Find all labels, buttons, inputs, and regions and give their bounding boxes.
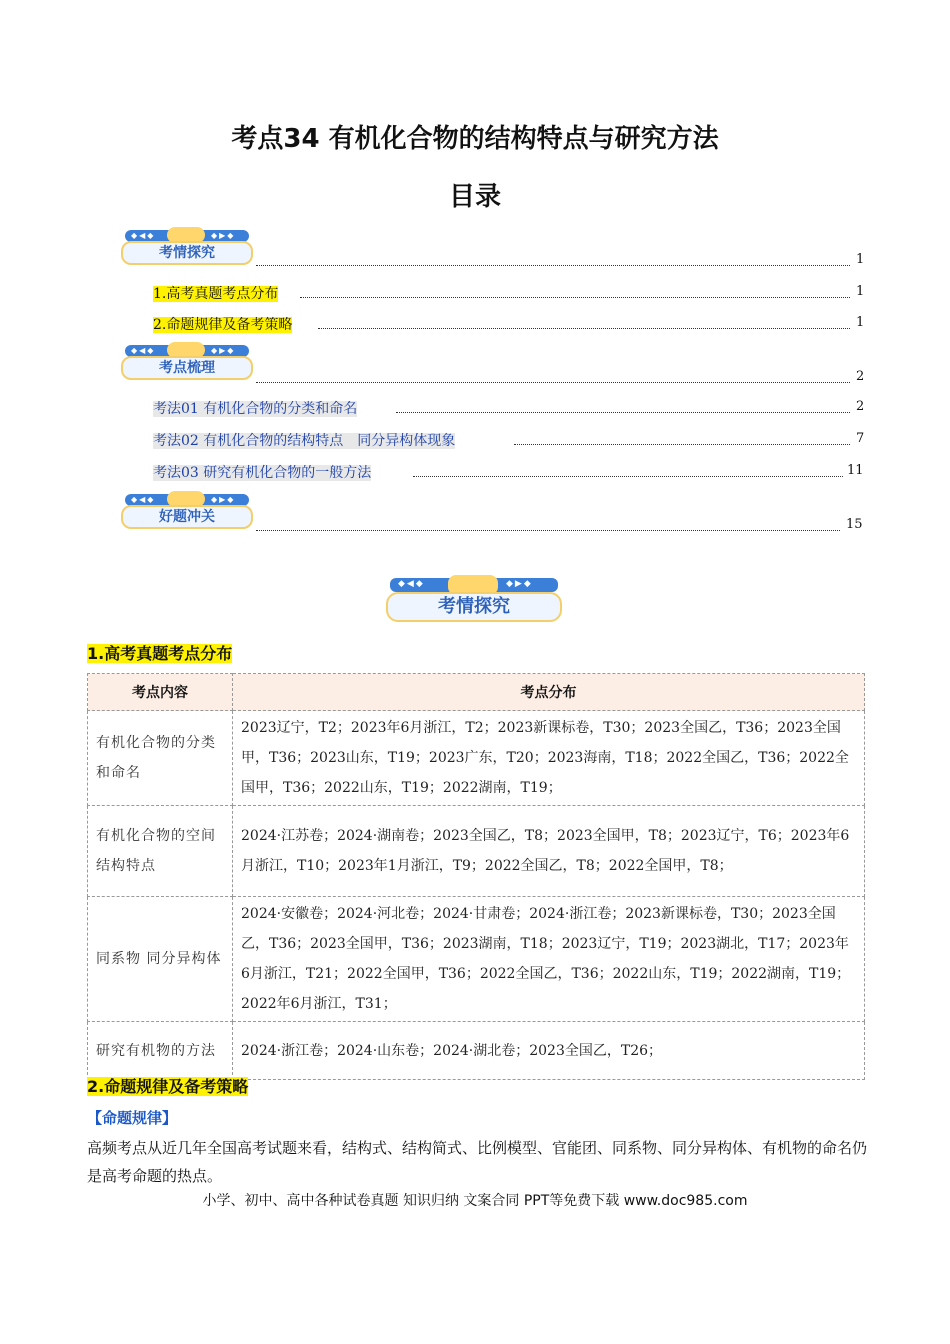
toc-page-number: 2 [856, 369, 865, 384]
toc-page-number: 15 [846, 517, 863, 532]
toc-badge-label: 好题冲关 [121, 505, 253, 529]
toc-title: 目录 [448, 182, 501, 212]
toc-badge-practice[interactable]: ◆◀◆ ◆▶◆ 好题冲关 [121, 494, 253, 528]
toc-badge-label: 考点梳理 [121, 356, 253, 380]
table-header: 考点分布 [233, 674, 865, 711]
section-badge: ◆◀◆ ◆▶◆ 考情探究 [386, 578, 562, 622]
table-row: 研究有机物的方法 2024·浙江卷；2024·山东卷；2024·湖北卷；2023全国乙，T26； [88, 1022, 865, 1080]
section-badge-label: 考情探究 [386, 592, 562, 622]
rule-paragraph: 高频考点从近几年全国高考试题来看，结构式、结构简式、比例模型、官能团、同系物、同分异构体、有机物的命名仍是高考命题的热点。 [87, 1139, 868, 1185]
exam-distribution-table [87, 673, 865, 1080]
toc-badge-research[interactable]: ◆◀◆ ◆▶◆ 考情探究 [121, 230, 253, 264]
toc-item-exam-distribution[interactable]: 1.高考真题考点分布 [153, 286, 279, 302]
table-row: 有机化合物的分类和命名 2023辽宁，T2；2023年6月浙江，T2；2023新课标卷，T30；2023全国乙，T36；2023全国甲，T36；2023山东，T19；2023广东，T20；2023海南，T18；2022全国乙，T36；2022全国甲，T36；2022山东，T19；2022湖南，T19； [88, 711, 865, 806]
table-row: 有机化合物的空间结构特点 2024·江苏卷；2024·湖南卷；2023全国乙，T8；2023全国甲，T8；2023辽宁，T6；2023年6月浙江，T10；2023年1月浙江，T9；2022全国乙，T8；2022全国甲，T8； [88, 806, 865, 897]
page-footer: 小学、初中、高中各种试卷真题 知识归纳 文案合同 PPT等免费下载 www.doc985.com [202, 1193, 748, 1209]
toc-page-number: 7 [856, 431, 865, 446]
toc-item-method-03[interactable]: 考法03 研究有机化合物的一般方法 [153, 465, 372, 481]
toc-item-rules-strategy[interactable]: 2.命题规律及备考策略 [153, 317, 293, 333]
section1-heading: 1.高考真题考点分布 [87, 644, 233, 663]
rule-heading: 【命题规律】 [87, 1109, 178, 1127]
toc-page-number: 1 [856, 315, 865, 330]
section2-heading: 2.命题规律及备考策略 [87, 1077, 249, 1096]
table-row: 同系物 同分异构体 2024·安徽卷；2024·河北卷；2024·甘肃卷；2024·浙江卷；2023新课标卷，T30；2023全国乙，T36；2023全国甲，T36；2023湖南，T18；2023辽宁，T19；2023湖北，T17；2023年6月浙江，T21；2022全国甲，T36；2022全国乙，T36；2022山东，T19；2022湖南，T19；2022年6月浙江，T31； [88, 897, 865, 1022]
toc-page-number: 2 [856, 399, 865, 414]
table-header: 考点内容 [88, 674, 233, 711]
toc-page-number: 1 [856, 284, 865, 299]
toc-badge-label: 考情探究 [121, 241, 253, 265]
toc-badge-knowledge[interactable]: ◆◀◆ ◆▶◆ 考点梳理 [121, 345, 253, 379]
toc-page-number: 11 [847, 463, 864, 478]
toc-item-method-01[interactable]: 考法01 有机化合物的分类和命名 [153, 401, 358, 417]
page-title: 考点34 有机化合物的结构特点与研究方法 [231, 124, 719, 154]
toc-item-method-02[interactable]: 考法02 有机化合物的结构特点 同分异构体现象 [153, 433, 456, 449]
toc-page-number: 1 [856, 252, 865, 267]
